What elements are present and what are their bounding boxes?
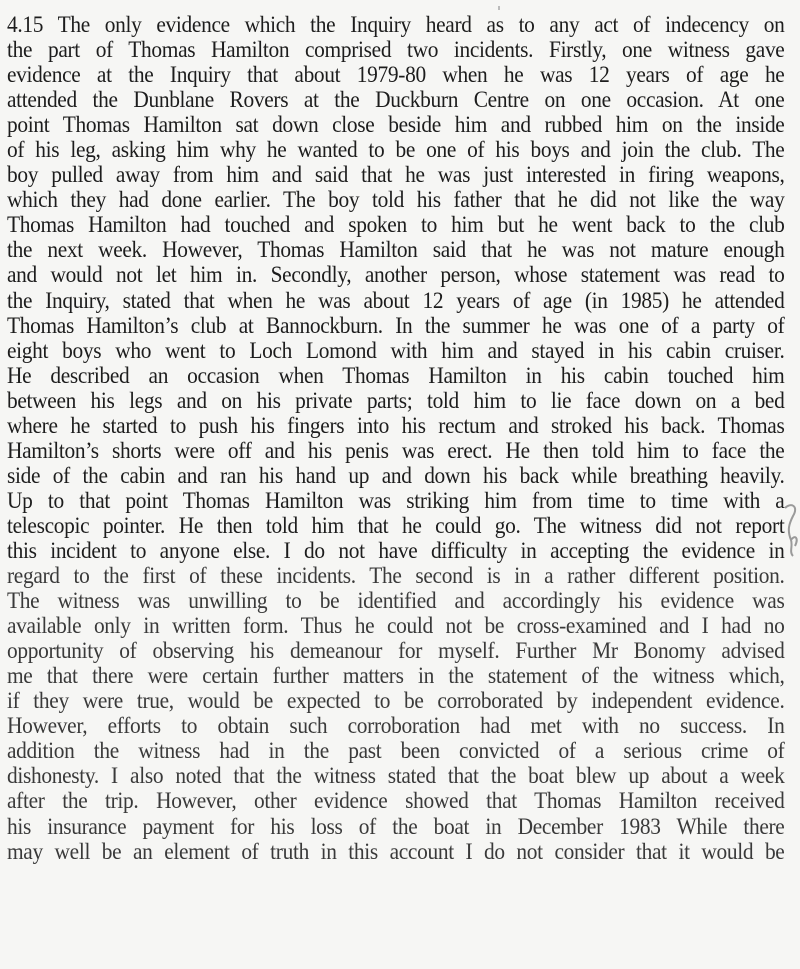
scan-speck — [498, 6, 500, 10]
text-line: Up to that point Thomas Hamilton was striking him from time to time with a — [7, 487, 785, 513]
text-line: attended the Dunblane Rovers at the Duckburn Centre on one occasion. At one — [7, 87, 785, 113]
text-line: regard to the first of these incidents. The second is in a rather different position. — [7, 563, 785, 589]
text-line: side of the cabin and ran his hand up and down his back while breathing heavily. — [7, 462, 785, 488]
text-line: may well be an element of truth in this account I do not consider that it would be — [7, 838, 785, 864]
text-line: point Thomas Hamilton sat down close beside him and rubbed him on the inside — [7, 112, 785, 138]
text-line: if they were true, would be expected to be corroborated by independent evidence. — [7, 688, 785, 714]
text-line: the part of Thomas Hamilton comprised two incidents. Firstly, one witness gave — [7, 37, 785, 63]
text-line: telescopic pointer. He then told him that he could go. The witness did not report — [7, 512, 785, 538]
text-line: which they had done earlier. The boy told his father that he did not like the way — [7, 187, 785, 213]
text-line: Hamilton’s shorts were off and his penis was erect. He then told him to face the — [7, 437, 785, 463]
text-line: Thomas Hamilton’s club at Bannockburn. In the summer he was one of a party of — [7, 312, 785, 338]
text-line: where he started to push his fingers into his rectum and stroked his back. Thomas — [7, 412, 785, 438]
text-line: the Inquiry, stated that when he was about 12 years of age (in 1985) he attended — [7, 287, 785, 313]
text-line: However, efforts to obtain such corroboration had met with no success. In — [7, 713, 785, 739]
text-line: opportunity of observing his demeanour for myself. Further Mr Bonomy advised — [7, 638, 785, 664]
text-line: this incident to anyone else. I do not have difficulty in accepting the evidence in — [7, 537, 785, 563]
text-line: addition the witness had in the past been convicted of a serious crime of — [7, 738, 785, 764]
text-line: his insurance payment for his loss of the boat in December 1983 While there — [7, 813, 785, 839]
text-line: He described an occasion when Thomas Hamilton in his cabin touched him — [7, 362, 785, 388]
text-line: of his leg, asking him why he wanted to be one of his boys and join the club. The — [7, 137, 785, 163]
text-line: and would not let him in. Secondly, another person, whose statement was read to — [7, 262, 785, 288]
text-line: The witness was unwilling to be identified and accordingly his evidence was — [7, 588, 785, 614]
text-line: me that there were certain further matters in the statement of the witness which, — [7, 663, 785, 689]
text-line: the next week. However, Thomas Hamilton said that he was not mature enough — [7, 237, 785, 263]
document-page — [7, 12, 797, 864]
text-line: 4.15 The only evidence which the Inquiry heard as to any act of indecency on — [7, 12, 785, 37]
paragraph-4-15 — [7, 12, 797, 864]
text-line: after the trip. However, other evidence showed that Thomas Hamilton received — [7, 788, 785, 814]
text-line: Thomas Hamilton had touched and spoken to him but he went back to the club — [7, 212, 785, 238]
text-line: between his legs and on his private parts; told him to lie face down on a bed — [7, 387, 785, 413]
text-line: available only in written form. Thus he could not be cross-examined and I had no — [7, 613, 785, 639]
text-line: dishonesty. I also noted that the witness stated that the boat blew up about a week — [7, 763, 785, 789]
text-line: eight boys who went to Loch Lomond with him and stayed in his cabin cruiser. — [7, 337, 785, 363]
text-line: evidence at the Inquiry that about 1979-80 when he was 12 years of age he — [7, 62, 785, 88]
handwritten-margin-mark-icon — [779, 500, 800, 558]
text-line: boy pulled away from him and said that he was just interested in firing weapons, — [7, 162, 785, 188]
